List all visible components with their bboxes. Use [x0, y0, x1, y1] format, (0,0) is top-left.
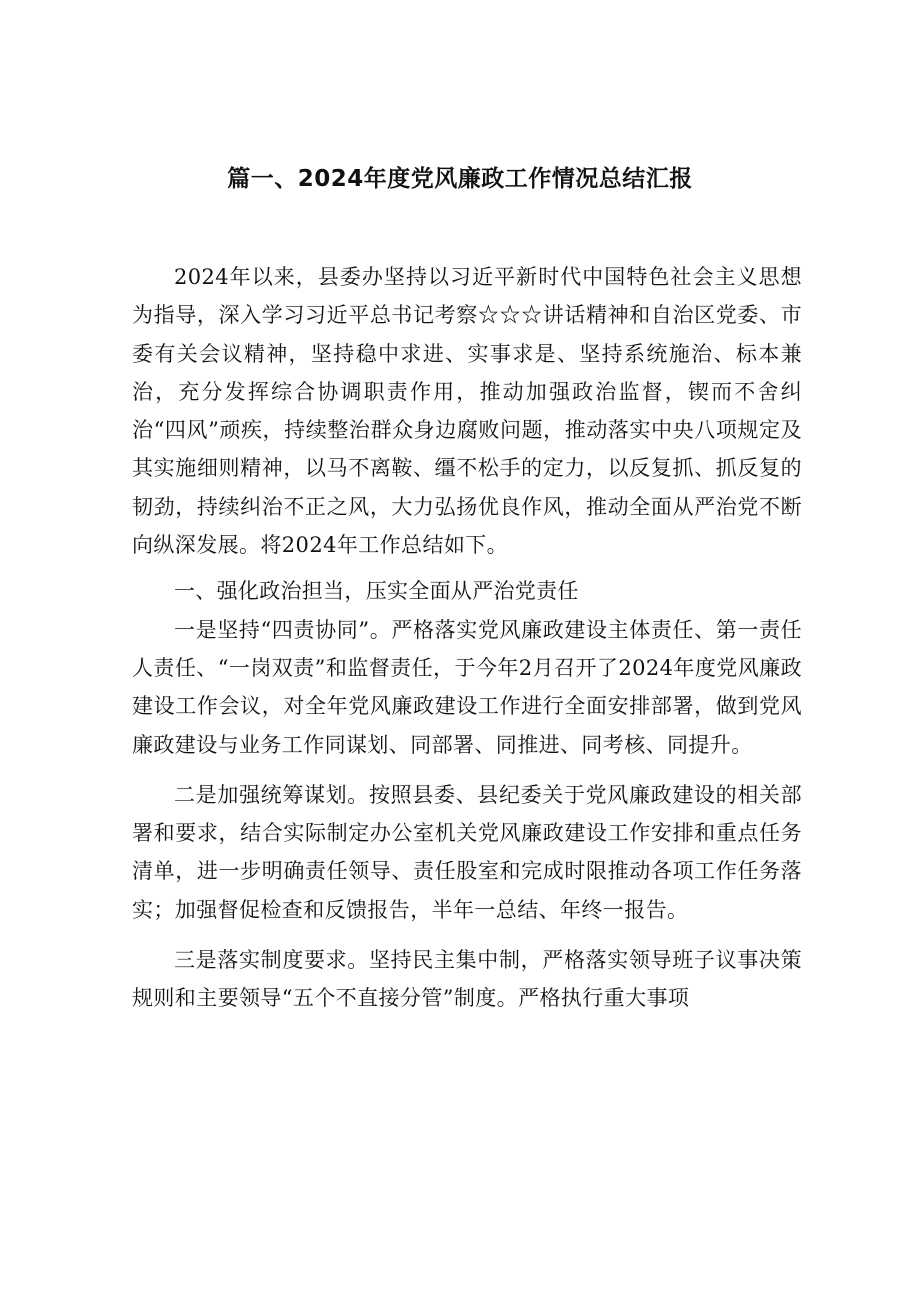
intro-paragraph: 2024年以来，县委办坚持以习近平新时代中国特色社会主义思想为指导，深入学习习近平总书记考察☆☆☆讲话精神和自治区党委、市委有关会议精神，坚持稳中求进、实事求是、坚持系统施治、标本兼治，充分发挥综合协调职责作用，推动加强政治监督，锲而不舍纠治“四风”顽疾，持续整治群众身边腐败问题，推动落实中央八项规定及其实施细则精神，以马不离鞍、缰不松手的定力，以反复抓、抓反复的韧劲，持续纠治不正之风，大力弘扬优良作风，推动全面从严治党不断向纵深发展。将2024年工作总结如下。: [132, 265, 802, 558]
document-body: [132, 258, 802, 1018]
paragraph-planning: 二是加强统筹谋划。按照县委、县纪委关于党风廉政建设的相关部署和要求，结合实际制定办公室机关党风廉政建设工作安排和重点任务清单，进一步明确责任领导、责任股室和完成时限推动各项工作任务落实；加强督促检查和反馈报告，半年一总结、年终一报告。: [132, 782, 802, 922]
paragraph-system: 三是落实制度要求。坚持民主集中制，严格落实领导班子议事决策规则和主要领导“五个不直接分管”制度。严格执行重大事项: [132, 948, 802, 1011]
paragraph-four-duties: 一是坚持“四责协同”。严格落实党风廉政建设主体责任、第一责任人责任、“一岗双责”和监督责任，于今年2月召开了2024年度党风廉政建设工作会议，对全年党风廉政建设工作进行全面安排部署，做到党风廉政建设与业务工作同谋划、同部署、同推进、同考核、同提升。: [132, 617, 802, 757]
section-heading: 一、强化政治担当，压实全面从严治党责任: [174, 579, 579, 604]
document-title: 篇一、2024年度党风廉政工作情况总结汇报: [227, 166, 693, 192]
